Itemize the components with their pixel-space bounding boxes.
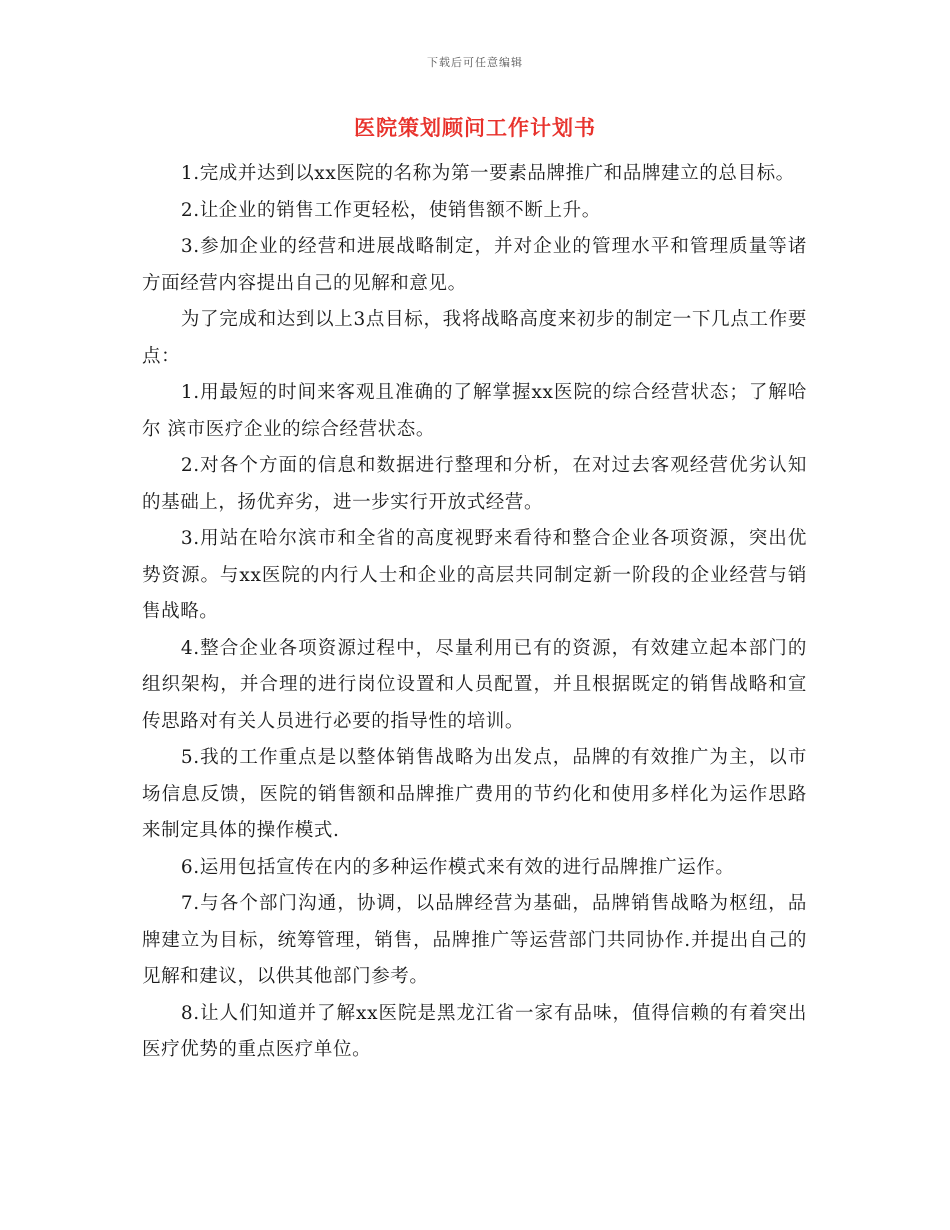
paragraph-point-5: 5.我的工作重点是以整体销售战略为出发点，品牌的有效推广为主，以市场信息反馈，医院的销售额和品牌推广费用的节约化和使用多样化为运作思路来制定具体的操作模式. [142,747,807,841]
paragraph-point-4: 4.整合企业各项资源过程中，尽量利用已有的资源，有效建立起本部门的组织架构，并合理的进行岗位设置和人员配置，并且根据既定的销售战略和宣传思路对有关人员进行必要的指导性的培训。 [142,637,807,732]
document-body [142,156,807,1069]
paragraph-point-8: 8.让人们知道并了解xx医院是黑龙江省一家有品味，值得信赖的有着突出医疗优势的重点医疗单位。 [142,1002,807,1060]
paragraph-goal-3: 3.参加企业的经营和进展战略制定，并对企业的管理水平和管理质量等诸方面经营内容提出自己的见解和意见。 [142,236,807,294]
paragraph-point-1: 1.用最短的时间来客观且准确的了解掌握xx医院的综合经营状态；了解哈尔 滨市医疗企业的综合经营状态。 [142,382,807,440]
paragraph-goal-2: 2.让企业的销售工作更轻松，使销售额不断上升。 [180,199,601,221]
document-title: 医院策划顾问工作计划书 [354,115,596,140]
header-note: 下载后可任意编辑 [427,56,523,69]
paragraph-point-3: 3.用站在哈尔滨市和全省的高度视野来看待和整合企业各项资源，突出优势资源。与xx医院的内行人士和企业的高层共同制定新一阶段的企业经营与销售战略。 [142,528,807,622]
paragraph-point-7: 7.与各个部门沟通，协调，以品牌经营为基础，品牌销售战略为枢纽，品牌建立为目标，统筹管理，销售，品牌推广等运营部门共同协作.并提出自己的见解和建议，以供其他部门参考。 [142,893,807,987]
paragraph-intro-points: 为了完成和达到以上3点目标，我将战略高度来初步的制定一下几点工作要点： [142,309,807,367]
paragraph-point-2: 2.对各个方面的信息和数据进行整理和分析，在对过去客观经营优劣认知的基础上，扬优弃劣，进一步实行开放式经营。 [142,455,807,513]
paragraph-point-6: 6.运用包括宣传在内的多种运作模式来有效的进行品牌推广运作。 [180,856,735,878]
paragraph-goal-1: 1.完成并达到以xx医院的名称为第一要素品牌推广和品牌建立的总目标。 [180,163,795,184]
